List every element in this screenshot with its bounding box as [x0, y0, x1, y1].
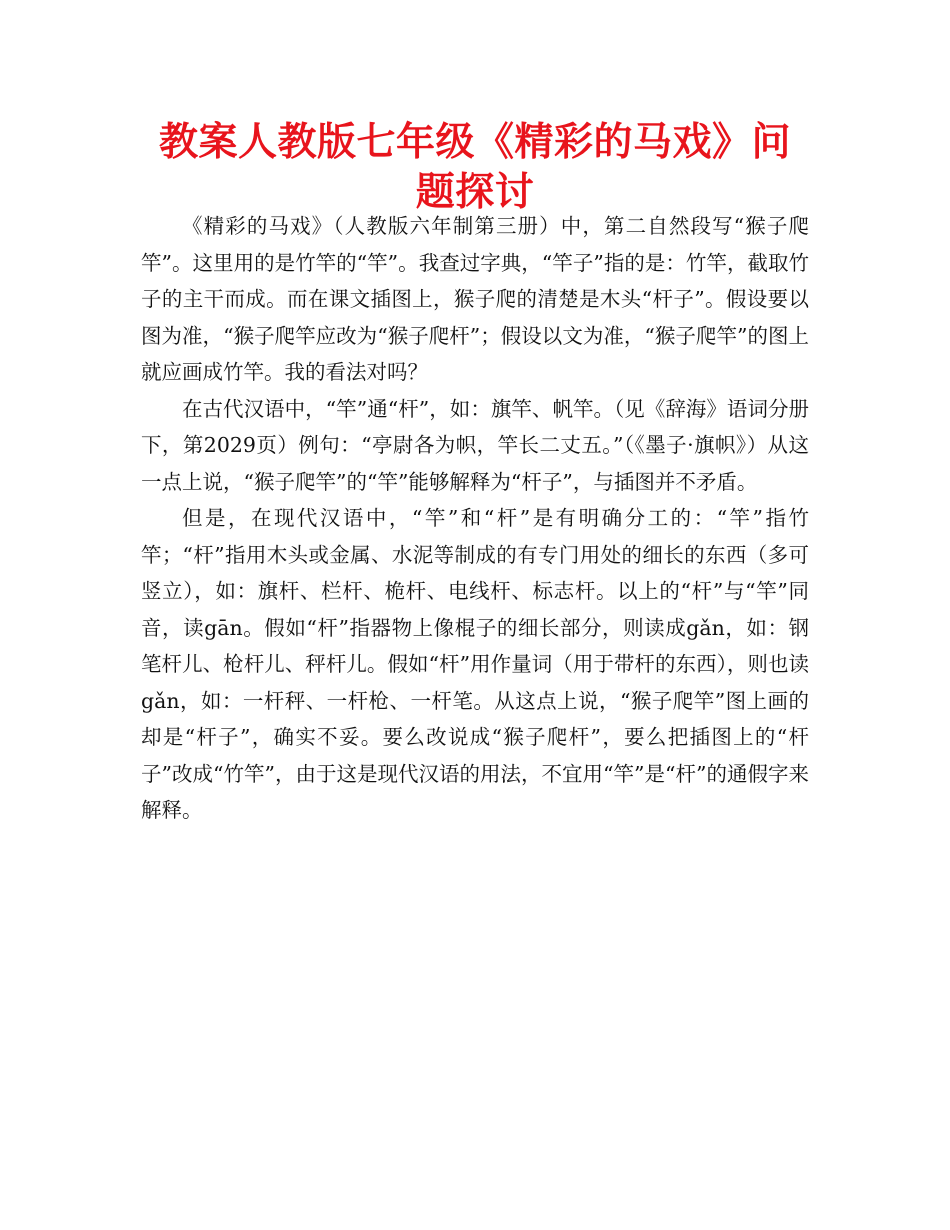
paragraph-1: 《精彩的马戏》（人教版六年制第三册）中，第二自然段写“猴子爬竿”。这里用的是竹竿的“竿”。我查过字典，“竿子”指的是：竹竿，截取竹子的主干而成。而在课文插图上，猴子爬的清楚是木头“杆子”。假设要以图为准，“猴子爬竿应改为“猴子爬杆”；假设以文为准，“猴子爬竿”的图上就应画成竹竿。我的看法对吗？	[141, 214, 809, 384]
document-body	[141, 208, 809, 829]
paragraph-2: 在古代汉语中，“竿”通“杆”，如：旗竿、帆竿。（见《辞海》语词分册下，第2029页）例句：“亭尉各为帜，竿长二丈五。”（《墨子·旗帜》）从这一点上说，“猴子爬竿”的“竿”能够解释为“杆子”，与插图并不矛盾。	[141, 396, 809, 494]
paragraph-3: 但是，在现代汉语中，“竿”和“杆”是有明确分工的：“竿”指竹竿；“杆”指用木头或金属、水泥等制成的有专门用处的细长的东西（多可竖立），如：旗杆、栏杆、桅杆、电线杆、标志杆。以上的“杆”与“竿”同音，读gān。假如“杆”指器物上像棍子的细长部分，则读成gǎn，如：钢笔杆儿、枪杆儿、秤杆儿。假如“杆”用作量词（用于带杆的东西），则也读gǎn，如：一杆秤、一杆枪、一杆笔。从这点上说，“猴子爬竿”图上画的却是“杆子”，确实不妥。要么改说成“猴子爬杆”，要么把插图上的“杆子”改成“竹竿”，由于这是现代汉语的用法，不宜用“竿”是“杆”的通假字来解释。	[141, 506, 809, 822]
document-title: 教案人教版七年级《精彩的马戏》问题探讨	[158, 120, 791, 215]
